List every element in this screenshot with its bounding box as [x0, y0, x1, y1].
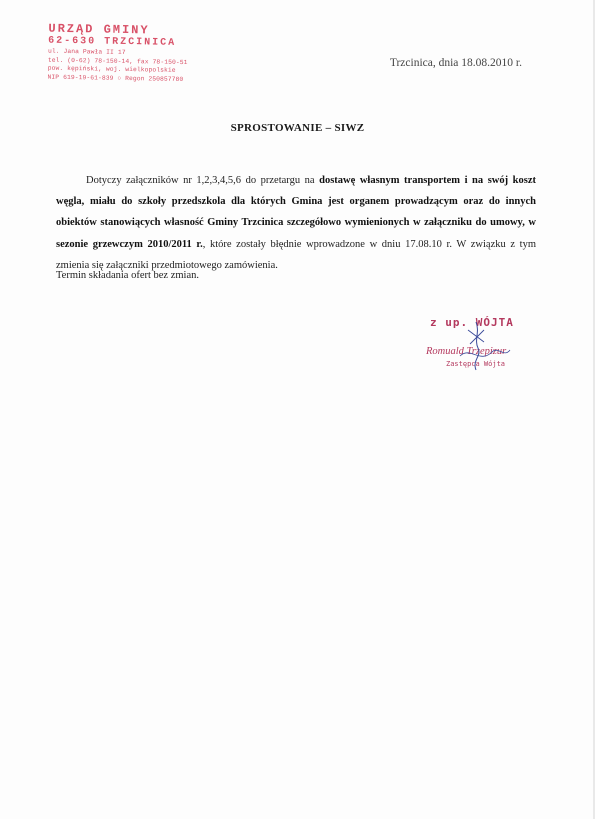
document-date: Trzcinica, dnia 18.08.2010 r.: [389, 57, 522, 69]
office-stamp: [47, 23, 204, 85]
stamp-nip-regon: NIP 619-19-61-839 ○ Regon 250857780: [47, 73, 184, 83]
body-segment-correction: , które zostały błędnie wprowadzone w dniu 17.08.10 r. W związku z tym zmienia się załączniki przedmiotowego zamówienia.: [56, 238, 536, 271]
signature-block: [418, 316, 538, 380]
stamp-office-name: URZĄD GMINY: [48, 21, 150, 38]
closing-note: Termin składania ofert bez zmian.: [56, 270, 199, 281]
document-title: SPROSTOWANIE – SIWZ: [230, 122, 365, 134]
document-body: [56, 170, 536, 276]
stamp-postcode-town: 62-630 TRZCINICA: [48, 35, 177, 49]
signature-prefix-stamp: z up. WÓJTA: [430, 316, 514, 329]
stamp-phone: tel. (0-62) 78-150-14, fax 78-150-51: [47, 56, 188, 66]
signatory-role: Zastępca Wójta: [446, 360, 506, 368]
stamp-county: pow. kępiński, woj. wielkopolskie: [47, 64, 176, 75]
signatory-name: Romuald Trzepizur: [426, 346, 507, 357]
handwritten-signature-icon: [418, 316, 538, 380]
body-segment-intro: Dotyczy załączników nr 1,2,3,4,5,6 do przetargu na: [86, 175, 320, 186]
stamp-address: ul. Jana Pawła II 17: [47, 47, 126, 56]
body-segment-subject: dostawę własnym transportem i na swój koszt węgla, miału do szkoły przedszkola dla których Gmina jest organem prowadzącym oraz do innych obiektów stanowiących własność Gminy Trzcinica szczegółowo wymienionych w załączniku do umowy, w sezonie grzewczym 2010/2011 r.: [56, 175, 536, 250]
